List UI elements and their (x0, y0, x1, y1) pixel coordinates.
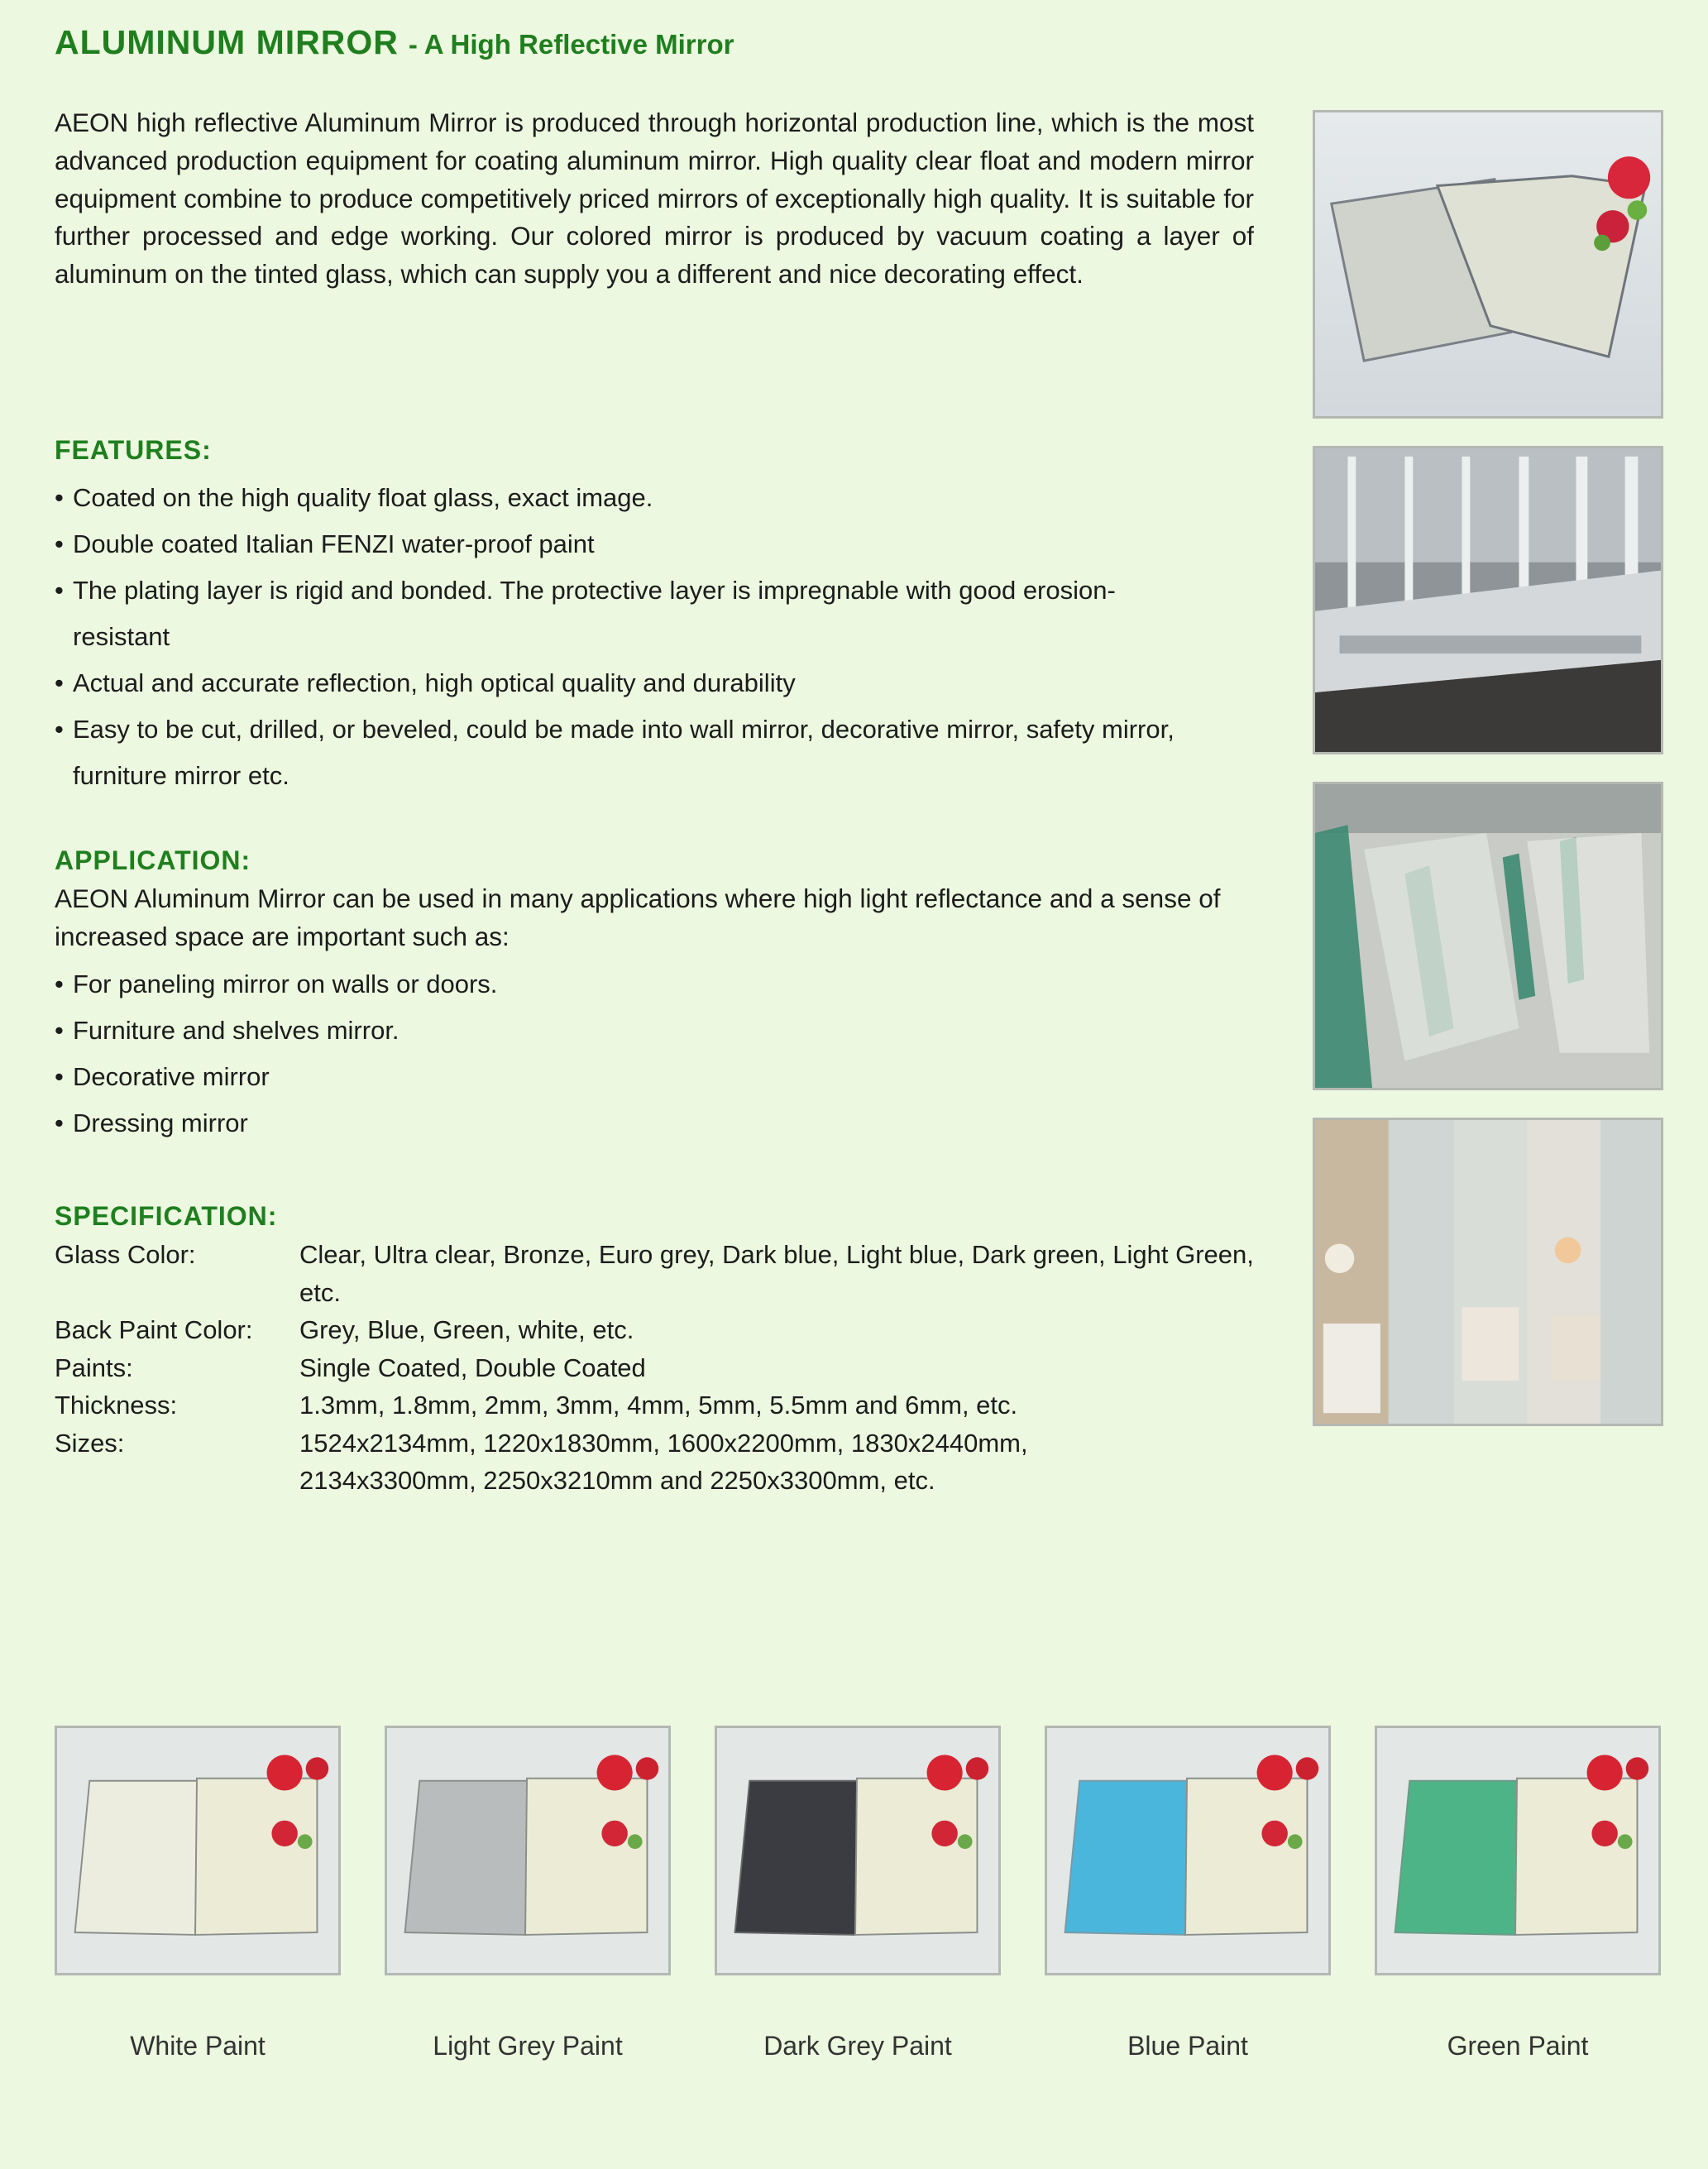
list-item: • For paneling mirror on walls or doors. (55, 961, 1262, 1008)
swatch-blue-paint-photo (1045, 1726, 1331, 1975)
list-item: • Furniture and shelves mirror. (55, 1008, 1262, 1054)
list-item: • Coated on the high quality float glass, exact image. (55, 475, 1262, 521)
spec-value: 1.3mm, 1.8mm, 2mm, 3mm, 4mm, 5mm, 5.5mm and 6mm, etc. (299, 1391, 1018, 1420)
page-title (55, 23, 734, 62)
spec-row (55, 1236, 1262, 1311)
list-item: • Decorative mirror (55, 1054, 1262, 1100)
spec-label: Thickness: (55, 1391, 178, 1420)
swatch-caption: White Paint (130, 2031, 266, 2061)
swatch-caption: Blue Paint (1127, 2031, 1248, 2061)
spec-label: Paints: (55, 1353, 133, 1382)
application-heading: APPLICATION: (55, 845, 251, 875)
title-main: ALUMINUM MIRROR (55, 23, 399, 61)
spec-value: 1524x2134mm, 1220x1830mm, 1600x2200mm, 1830x2440mm, 2134x3300mm, 2250x3210mm and 2250x3300mm, etc. (299, 1428, 1028, 1495)
list-item: • Dressing mirror (55, 1100, 1262, 1147)
spec-label: Sizes: (55, 1428, 125, 1458)
spec-value: Clear, Ultra clear, Bronze, Euro grey, Dark blue, Light blue, Dark green, Light Green, etc. (299, 1240, 1254, 1307)
spec-row (55, 1386, 1262, 1424)
features-heading: FEATURES: (55, 435, 212, 465)
spec-label: Glass Color: (55, 1240, 196, 1269)
specification-heading: SPECIFICATION: (55, 1201, 278, 1231)
glass-racks-photo (1313, 782, 1663, 1090)
spec-row (55, 1349, 1262, 1387)
application-list (55, 961, 1262, 1147)
specification-table (55, 1236, 1262, 1500)
mirror-sheets-photo (1313, 110, 1663, 419)
list-item: • The plating layer is rigid and bonded. The protective layer is impregnable with good erosion-resistant (55, 567, 1156, 660)
swatch-green-paint-photo (1375, 1726, 1661, 1975)
swatch-caption: Light Grey Paint (433, 2031, 623, 2061)
features-list (55, 475, 1262, 799)
swatch-white-paint-photo (55, 1726, 341, 1975)
spec-row (55, 1424, 1262, 1500)
list-item: • Actual and accurate reflection, high optical quality and durability (55, 660, 1262, 706)
spec-value: Single Coated, Double Coated (299, 1353, 646, 1382)
title-subtitle: - A High Reflective Mirror (408, 29, 734, 60)
application-intro: AEON Aluminum Mirror can be used in many applications where high light reflectance and a sense of increased space are important such as: (55, 883, 1221, 951)
list-item: • Easy to be cut, drilled, or beveled, could be made into wall mirror, decorative mirror, safety mirror, furniture mirror etc. (55, 706, 1262, 799)
swatch-paint-panel (75, 1781, 199, 1935)
swatch-light-grey-paint-photo (385, 1726, 671, 1975)
interior-mirror-wall-photo (1313, 1118, 1663, 1426)
swatch-caption: Dark Grey Paint (763, 2031, 952, 2061)
list-item: • Double coated Italian FENZI water-proof paint (55, 521, 1262, 567)
swatch-caption: Green Paint (1447, 2031, 1589, 2061)
swatch-dark-grey-paint-photo (715, 1726, 1001, 1975)
spec-value: Grey, Blue, Green, white, etc. (299, 1315, 634, 1344)
spec-row (55, 1311, 1262, 1349)
intro-paragraph: AEON high reflective Aluminum Mirror is produced through horizontal production line, which is the most advanced production equipment for coating aluminum mirror. High quality clear float and modern mirror equipment combine to produce competitively priced mirrors of exceptionally high quality. It is suitable for further processed and edge working. Our colored mirror is produced by vacuum coating a layer of aluminum on the tinted glass, which can supply you a different and nice decorating effect. (55, 108, 1254, 290)
spec-label: Back Paint Color: (55, 1315, 253, 1344)
factory-production-line-photo (1313, 446, 1663, 754)
